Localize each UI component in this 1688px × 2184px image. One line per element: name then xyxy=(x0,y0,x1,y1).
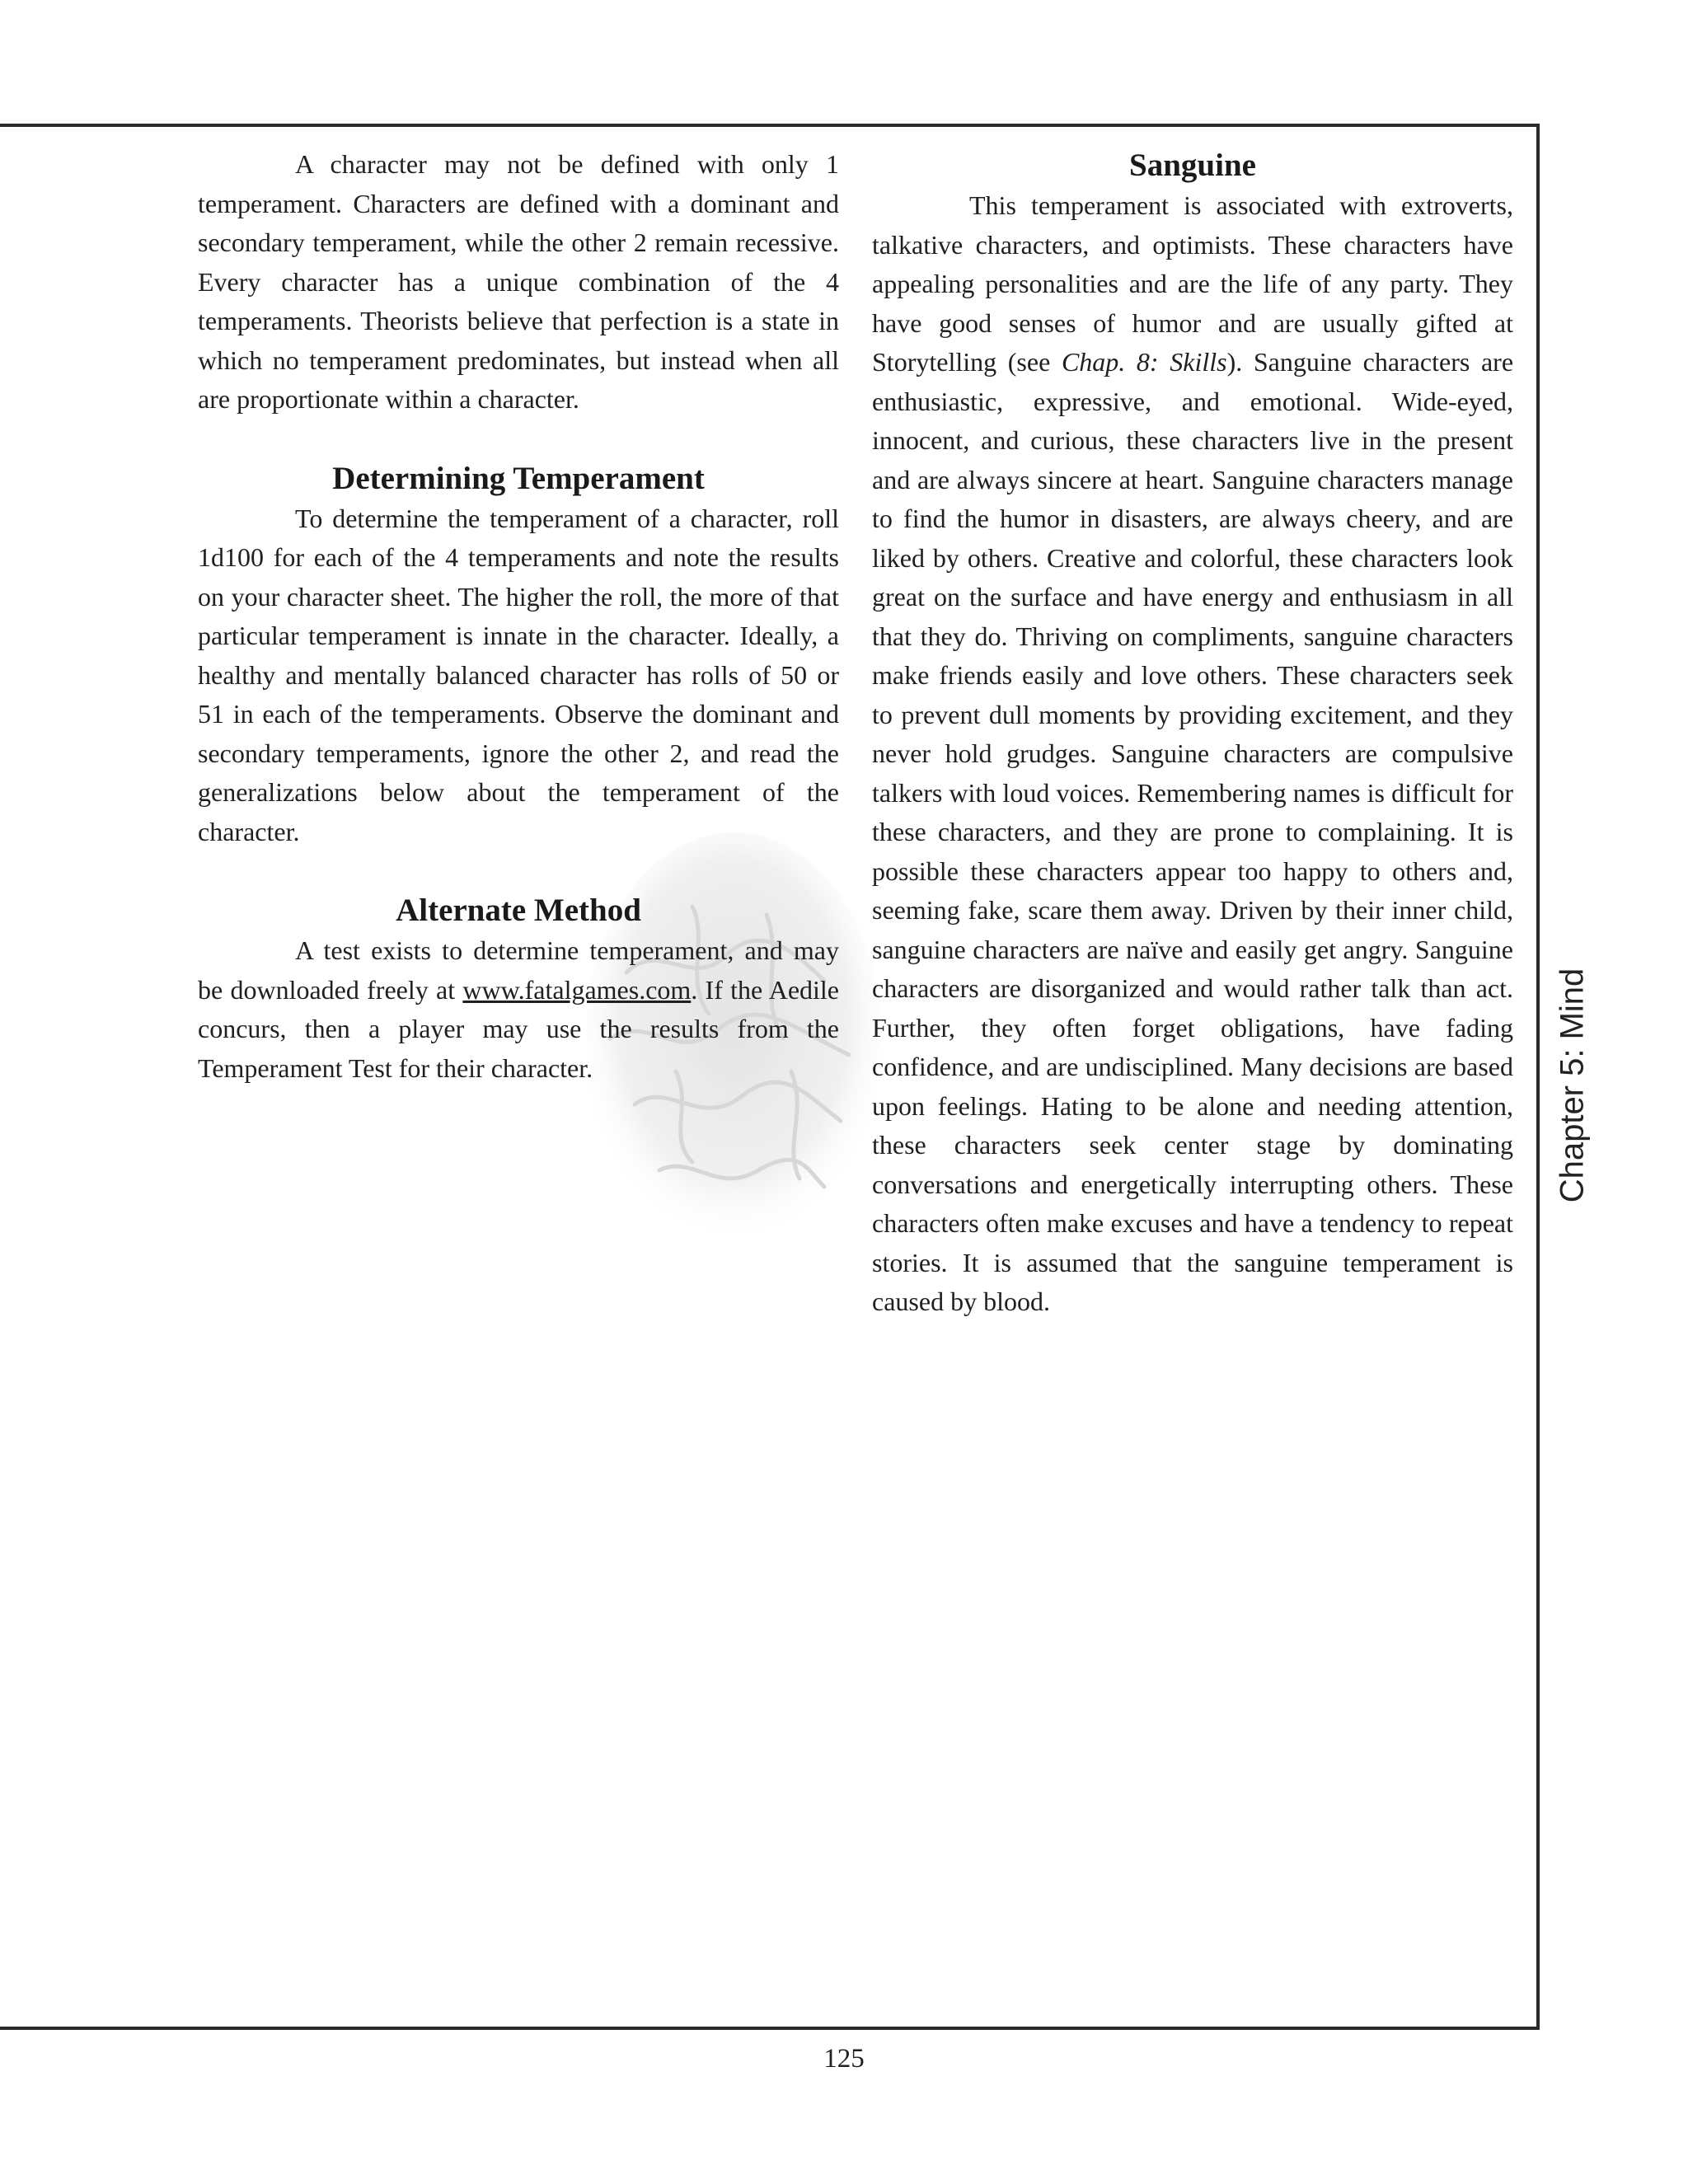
determining-temperament-heading: Determining Temperament xyxy=(332,460,705,496)
alternate-method-text-start: A test exists to determine temperament, and may be downloaded freely at xyxy=(198,935,839,1005)
sanguine-text-start: This temperament is associated with extroverts, talkative characters, and optimists. These characters have appealing personalities and are the life of any party. They have good senses of humor and are usually gifted at Storytelling (see xyxy=(872,190,1513,377)
sanguine-paragraph xyxy=(872,186,1513,1322)
chapter-side-tab xyxy=(1548,949,1597,1221)
skills-chapter-reference: Chap. 8: Skills xyxy=(1061,347,1227,377)
determining-temperament-paragraph: To determine the temperament of a character, roll 1d100 for each of the 4 temperaments and note the results on your character sheet. The higher the roll, the more of that particular temperament is innate in the character. Ideally, a healthy and mentally balanced character has rolls of 50 or 51 in each of the temperaments. Observe the dominant and secondary temperaments, ignore the other 2, and read the generalizations below about the temperament of the character. xyxy=(198,503,839,846)
right-column xyxy=(872,145,1513,1322)
alternate-method-text-end: . If the Aedile concurs, then a player may use the results from the Temperament Test for their character. xyxy=(198,974,840,1083)
alternate-method-heading: Alternate Method xyxy=(396,893,641,928)
left-column xyxy=(198,145,839,1088)
sanguine-heading: Sanguine xyxy=(1129,148,1256,183)
fatalgames-link[interactable]: www.fatalgames.com xyxy=(462,974,692,1005)
chapter-side-tab-label: Chapter 5: Mind xyxy=(1554,968,1591,1203)
page-number: 125 xyxy=(823,2044,865,2074)
sanguine-text-end: ). Sanguine characters are enthusiastic, expressive, and emotional. Wide-eyed, innocent, and curious, these characters live in the present and are always sincere at heart. Sanguine characters manage to find the humor in disasters, are always cheery, and are liked by others. Creative and colorful, these characters look great on the surface and have energy and enthusiasm in all that they do. Thriving on compliments, sanguine characters make friends easily and love others. These characters seek to prevent dull moments by providing excitement, and they never hold grudges. Sanguine characters are compulsive talkers with loud voices. Remembering names is difficult for these characters, and they are prone to complaining. It is possible these characters appear too happy to others and, seeming fake, scare them away. Driven by their inner child, sanguine characters are naïve and easily get angry. Sanguine characters are disorganized and would rather talk than act. Further, they often forget obligations, have fading confidence, and are undisciplined. Many decisions are based upon feelings. Hating to be alone and needing attention, these characters seek center stage by dominating conversations and energetically interrupting others. These characters often make excuses and have a tendency to repeat stories. It is assumed that the sanguine temperament is caused by blood. xyxy=(872,347,1514,1316)
intro-paragraph: A character may not be defined with only 1 temperament. Characters are defined with a dominant and secondary temperament, while the other 2 remain recessive. Every character has a unique combination of the 4 temperaments. Theorists believe that perfection is a state in which no temperament predominates, but instead when all are proportionate within a character. xyxy=(198,149,839,414)
alternate-method-paragraph xyxy=(198,931,839,1088)
